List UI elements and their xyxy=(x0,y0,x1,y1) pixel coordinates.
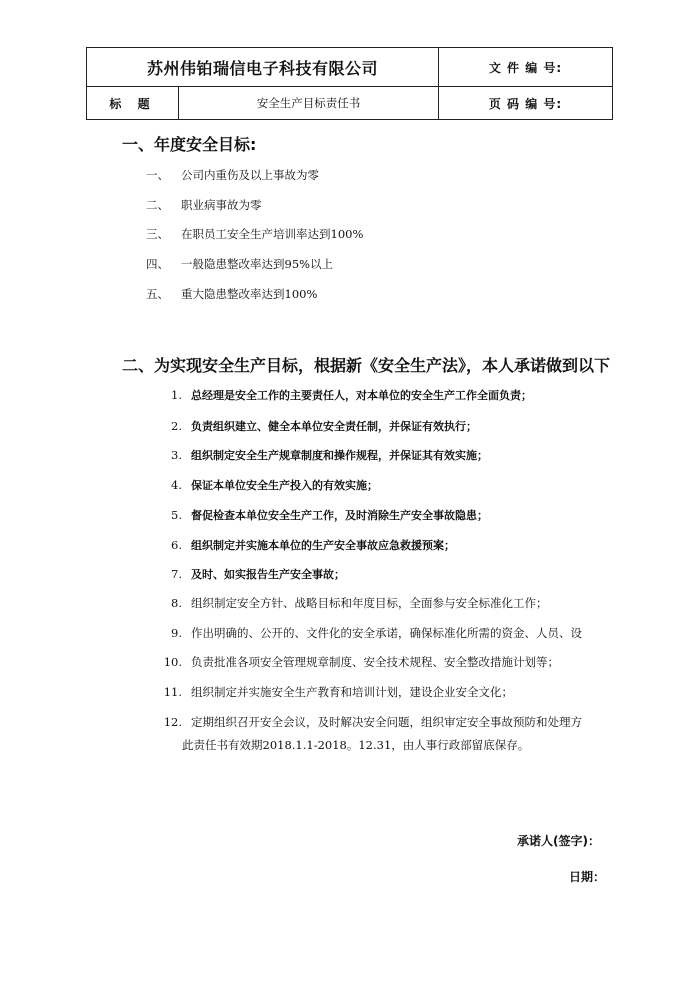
commitment-text: 负责批准各项安全管理规章制度、安全技术规程、安全整改措施计划等； xyxy=(191,655,559,669)
document-header-table xyxy=(86,47,613,120)
commitment-number: 12. xyxy=(163,715,182,729)
commitment-item xyxy=(150,447,612,463)
commitment-text: 定期组织召开安全会议，及时解决安全问题，组织审定安全事故预防和处理方 xyxy=(191,715,582,729)
page-number-label: 页 码 编 号: xyxy=(439,87,613,120)
goal-text: 职业病事故为零 xyxy=(181,198,262,212)
commitment-number: 1. xyxy=(171,388,182,402)
goal-number: 三、 xyxy=(146,227,169,241)
goal-item xyxy=(146,286,317,302)
goal-number: 五、 xyxy=(146,287,169,301)
commitment-number: 8. xyxy=(171,596,182,610)
company-name: 苏州伟铂瑞信电子科技有限公司 xyxy=(87,48,439,87)
commitment-number: 3. xyxy=(171,448,182,462)
commitment-item xyxy=(150,477,612,493)
commitment-item xyxy=(150,684,612,700)
goal-item xyxy=(146,256,333,272)
commitment-text: 督促检查本单位安全生产工作，及时消除生产安全事故隐患； xyxy=(191,509,488,522)
goal-text: 重大隐患整改率达到100% xyxy=(181,287,318,301)
goal-item xyxy=(146,197,262,213)
commitment-number: 10. xyxy=(163,655,182,669)
file-number-label: 文 件 编 号: xyxy=(439,48,613,87)
commitment-item xyxy=(150,595,612,611)
goal-text: 在职员工安全生产培训率达到100% xyxy=(181,227,364,241)
date-label: 日期： xyxy=(569,870,606,884)
promisor-signature-label: 承诺人(签字)： xyxy=(517,834,600,848)
goal-text: 一般隐患整改率达到95%以上 xyxy=(181,257,334,271)
commitment-item xyxy=(150,566,612,582)
section1-heading: 一、年度安全目标: xyxy=(122,135,257,154)
commitment-item xyxy=(150,418,612,434)
commitment-number: 4. xyxy=(171,478,182,492)
commitment-number: 11. xyxy=(163,685,182,699)
commitment-item xyxy=(150,537,612,553)
commitment-item xyxy=(150,625,612,641)
commitment-number: 6. xyxy=(171,538,182,552)
validity-statement: 此责任书有效期2018.1.1-2018。12.31，由人事行政部留底保存。 xyxy=(182,738,530,752)
commitment-number: 7. xyxy=(171,567,182,581)
commitment-item xyxy=(150,654,612,670)
commitment-item xyxy=(150,387,612,403)
commitment-text: 总经理是安全工作的主要责任人，对本单位的安全生产工作全面负责； xyxy=(191,389,532,402)
title-label: 标 题 xyxy=(87,87,179,120)
commitment-text: 组织制定安全方针、战略目标和年度目标，全面参与安全标准化工作； xyxy=(191,596,548,610)
commitment-text: 负责组织建立、健全本单位安全责任制，并保证有效执行； xyxy=(191,420,477,433)
commitment-number: 5. xyxy=(171,508,182,522)
commitment-text: 组织制定并实施本单位的生产安全事故应急救援预案； xyxy=(191,539,455,552)
goal-number: 二、 xyxy=(146,198,169,212)
commitment-text: 组织制定并实施安全生产教育和培训计划，建设企业安全文化； xyxy=(191,685,513,699)
goal-number: 四、 xyxy=(146,257,169,271)
commitment-item xyxy=(150,714,612,730)
document-title: 安全生产目标责任书 xyxy=(179,87,439,120)
commitment-number: 9. xyxy=(171,626,182,640)
goal-text: 公司内重伤及以上事故为零 xyxy=(181,168,319,182)
commitment-item xyxy=(150,507,612,523)
commitment-number: 2. xyxy=(171,419,182,433)
commitment-text: 作出明确的、公开的、文件化的安全承诺，确保标准化所需的资金、人员、设 xyxy=(191,626,582,640)
goal-item xyxy=(146,226,363,242)
commitment-text: 组织制定安全生产规章制度和操作规程，并保证其有效实施； xyxy=(191,449,488,462)
goal-number: 一、 xyxy=(146,168,169,182)
goal-item xyxy=(146,167,319,183)
commitment-text: 保证本单位安全生产投入的有效实施； xyxy=(191,479,378,492)
commitment-text: 及时、如实报告生产安全事故； xyxy=(191,568,345,581)
section2-heading: 二、为实现安全生产目标，根据新《安全生产法》，本人承诺做到以下 xyxy=(122,356,611,375)
